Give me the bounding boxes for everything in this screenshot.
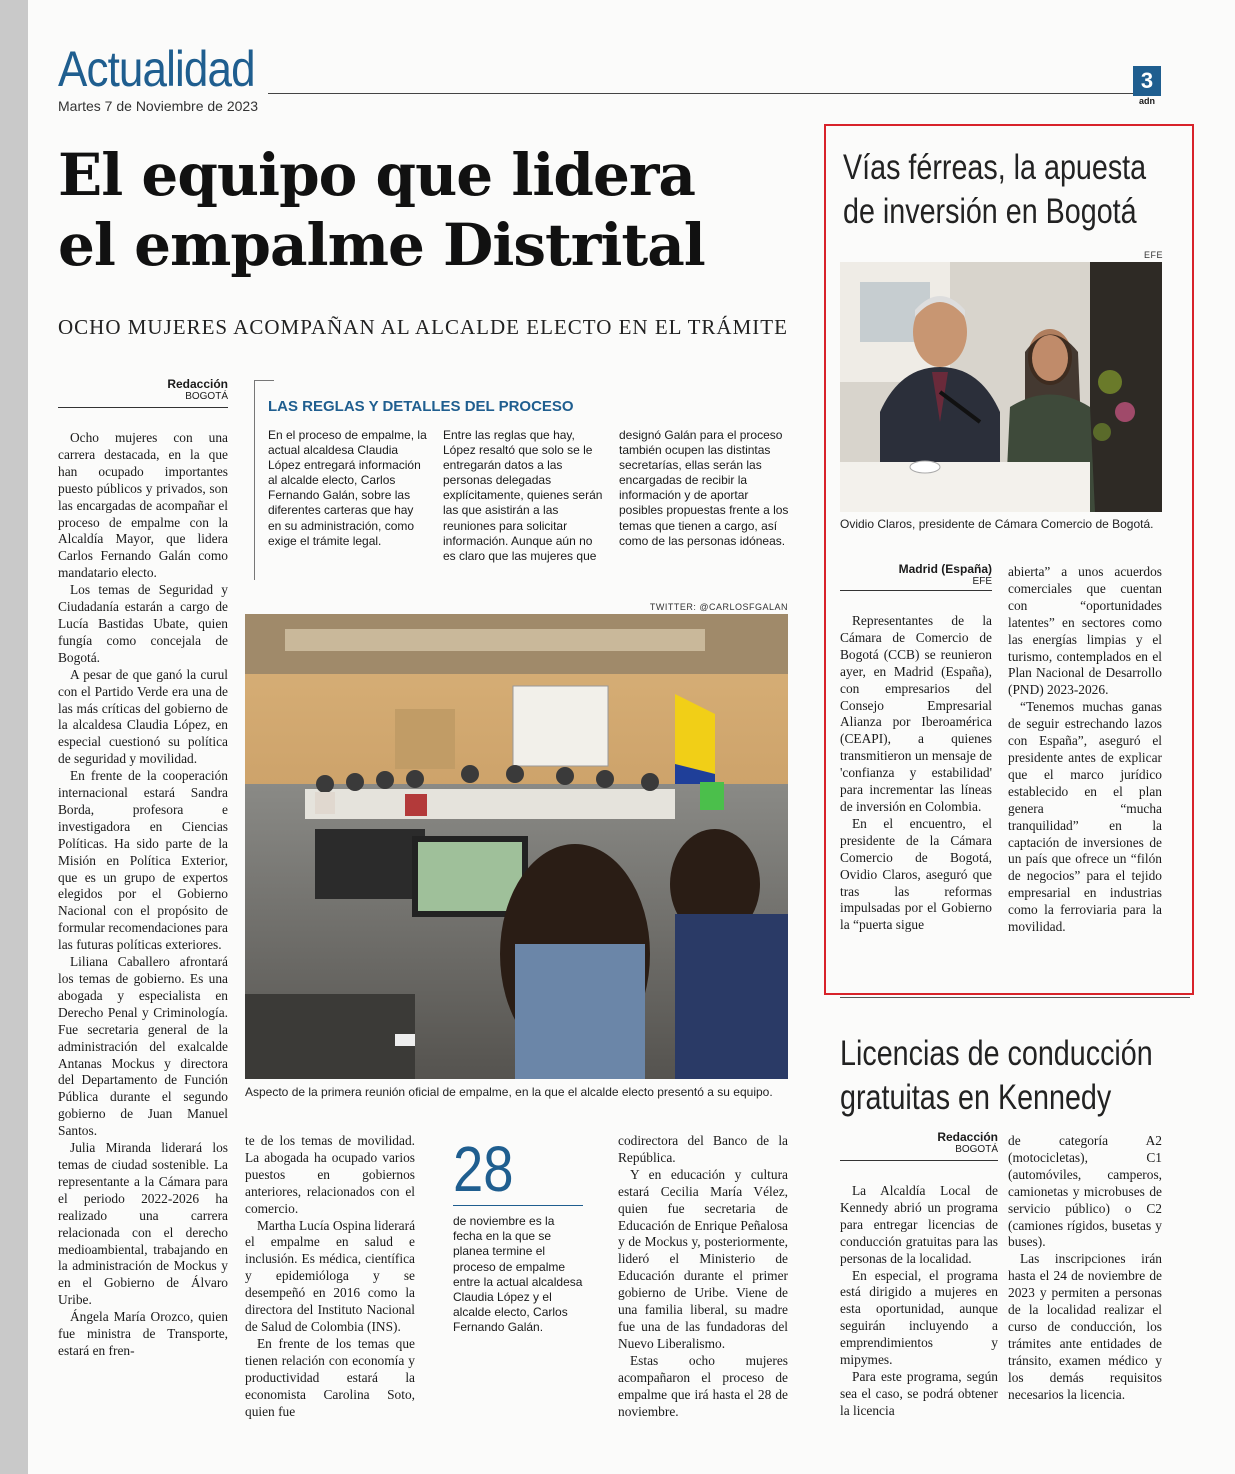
main-subhead: OCHO MUJERES ACOMPAÑAN AL ALCALDE ELECTO EN EL TRÁMITE	[58, 315, 788, 339]
headline-line-2: el empalme Distrital	[58, 211, 705, 279]
paragraph: codirectora del Banco de la República.	[618, 1133, 788, 1165]
newspaper-page	[28, 0, 1235, 1474]
side-photo	[840, 262, 1162, 512]
paragraph: En especial, el programa está dirigido a mujeres en esta oportunidad, aunque seguirán incluyendo a emprendimientos y mipymes.	[840, 1267, 998, 1368]
title-line-2: gratuitas en Kennedy	[840, 1078, 1112, 1117]
byline-location: Madrid (España)	[898, 562, 992, 576]
header-rule	[268, 93, 1158, 94]
big-number-rule	[453, 1205, 583, 1206]
paragraph: Y en educación y cultura estará Cecilia María Vélez, quien fue secretaria de Educación de Enrique Peñalosa y de Mockus y, posteriormente, lideró el Ministerio de Educación durante el primer gobierno de Uribe. Viene de una familia liberal, su madre fue una de las fundadoras del Nuevo Liberalismo.	[618, 1166, 788, 1351]
main-column-1	[58, 430, 228, 1435]
paragraph: Ocho mujeres con una carrera destacada, en la que han ocupado importantes puesto públicos y privados, son las encargadas de acompañar el proceso de empalme con la Alcaldía Mayor, que lidera Carlos Fernando Galán como mandatario electo.	[58, 430, 228, 581]
side-article-rule	[840, 997, 1190, 998]
side-2-byline	[840, 1130, 998, 1155]
paragraph: Para este programa, según sea el caso, se podrá obtener la licencia	[840, 1368, 998, 1418]
byline-rule	[58, 407, 228, 408]
paragraph: Los temas de Seguridad y Ciudadanía estarán a cargo de Lucía Bastidas Ubate, quien fungía como concejala de Bogotá.	[58, 582, 228, 665]
rules-box-column-1: En el proceso de empalme, la actual alcaldesa Claudia López entregará información al alcalde electo, Carlos Fernando Galán, sobre las diferentes carteras que hay en su administración, como exige el trámite legal.	[268, 428, 427, 548]
main-byline	[58, 377, 228, 402]
main-column-2	[245, 1133, 415, 1435]
paragraph: Julia Miranda liderará los temas de ciudad sostenible. La representante a la Cámara para el periodo 2022-2026 ha realizado una carrera relacionada con el derecho medioambiental, trabajando en la administración de Mockus y en el Gobierno de Álvaro Uribe.	[58, 1140, 228, 1308]
main-photo-caption: Aspecto de la primera reunión oficial de empalme, en la que el alcalde electo presentó a su equipo.	[245, 1085, 773, 1099]
big-number: 28	[453, 1133, 514, 1205]
paragraph: A pesar de que ganó la curul con el Partido Verde era una de las más críticas del gobierno de la alcaldesa Claudia López, en especial cuestionó su política de seguridad y movilidad.	[58, 666, 228, 767]
paragraph: Representantes de la Cámara de Comercio de Bogotá (CCB) se reunieron ayer, en Madrid (España), con empresarios del Consejo Empresarial Alianza por Iberoamérica (CEAPI), a quienes transmitieron un mensaje de 'confianza y estabilidad' para incrementar las líneas de inversión en Colombia.	[840, 613, 992, 814]
side-photo-caption: Ovidio Claros, presidente de Cámara Comercio de Bogotá.	[840, 517, 1154, 531]
title-line-1: Licencias de conducción	[840, 1034, 1153, 1073]
paragraph: Las inscripciones irán hasta el 24 de noviembre de 2023 y permiten a personas de la localidad realizar el curso de conducción, los trámites ante entidades de tránsito, examen médico y los demás requisitos necesarios la licencia.	[1008, 1251, 1162, 1402]
title-line-2: de inversión en Bogotá	[843, 192, 1137, 231]
paragraph: En frente de la cooperación internacional estará Sandra Borda, profesora e investigadora en Ciencias Políticas. Ha sido parte de la Misión en Política Exterior, que es un grupo de expertos elegidos por el Gobierno Nacional con el propósito de formular recomendaciones para las futuras políticas exteriores.	[58, 768, 228, 953]
rules-box-column-2: Entre las reglas que hay, López resaltó que solo se le entregarán datos a las personas delegadas explícitamente, quienes serán las que asistirán a las reuniones para solicitar información. Aunque aún no es claro que las mujeres que	[443, 428, 603, 563]
paragraph: abierta” a unos acuerdos comerciales que cuentan con “oportunidades latentes” en sectores como las energías limpias y el turismo, contemplados en el Plan Nacional de Desarrollo (PND) 2023-2026.	[1008, 564, 1162, 698]
paragraph: Estas ocho mujeres acompañaron el proceso de empalme que irá hasta el 28 de noviembre.	[618, 1352, 788, 1419]
byline-agency: EFE	[972, 576, 992, 587]
paragraph: Ángela María Orozco, quien fue ministra de Transporte, estará en fren-	[58, 1309, 228, 1358]
side-1-byline	[840, 562, 992, 587]
rules-box-column-3: designó Galán para el proceso también ocupen las distintas secretarías, ellas serán las encargadas de recibir la información y de aportar posibles propuestas frente a los temas que tienen a cargo, así como de las personas idóneas.	[619, 428, 789, 548]
rules-box-title: LAS REGLAS Y DETALLES DEL PROCESO	[268, 398, 574, 415]
paragraph: de categoría A2 (motocicletas), C1 (automóviles, camperos, camionetas y microbuses de servicio público) o C2 (camiones rígidos, busetas y buses).	[1008, 1133, 1162, 1250]
page-number: 3	[1133, 66, 1161, 96]
side-1-column-2	[1008, 564, 1162, 965]
headline-line-1: El equipo que lidera	[58, 141, 696, 209]
byline-author: Redacción	[937, 1130, 998, 1144]
box-top-rule	[254, 380, 274, 381]
byline-rule	[840, 590, 992, 591]
title-line-1: Vías férreas, la apuesta	[843, 148, 1147, 187]
publication-date: Martes 7 de Noviembre de 2023	[58, 98, 258, 114]
portrait-photo-illustration	[840, 262, 1162, 512]
byline-city: BOGOTÁ	[185, 391, 228, 402]
side-2-column-1	[840, 1183, 998, 1435]
big-number-text: de noviembre es la fecha en la que se planea termine el proceso de empalme entre la actual alcaldesa Claudia López y el alcalde electo, Carlos Fernando Galán.	[453, 1214, 583, 1335]
brand-logo: adn	[1138, 96, 1155, 106]
paragraph: La Alcaldía Local de Kennedy abrió un programa para entregar licencias de conducción gratuitas para las personas de la localidad.	[840, 1183, 998, 1266]
main-photo	[245, 614, 788, 1079]
byline-author: Redacción	[167, 377, 228, 391]
paragraph: Liliana Caballero afrontará los temas de gobierno. Es una abogada y especialista en Derecho Penal y Criminología. Fue secretaria general de la administración del exalcalde Antanas Mockus y directora del Departamento de Función Pública durante el segundo gobierno de Juan Manuel Santos.	[58, 954, 228, 1139]
section-name: Actualidad	[58, 41, 255, 97]
side-article-2-title	[840, 1032, 1153, 1120]
main-photo-credit: TWITTER: @CARLOSFGALAN	[649, 602, 788, 612]
paragraph: “Tenemos muchas ganas de seguir estrechando lazos con España”, aseguró el presidente antes de explicar que el marco jurídico establecido en el plan genera “mucha tranquilidad” en la captación de inversiones de un país que ofrece un “filón de negocios” para el tejido empresarial en industrias como la ferroviaria para la movilidad.	[1008, 699, 1162, 935]
side-1-column-1	[840, 613, 992, 965]
paragraph: te de los temas de movilidad. La abogada ha ocupado varios puestos en gobiernos anteriores, relacionados con el comercio.	[245, 1133, 415, 1216]
box-side-rule	[254, 380, 255, 580]
meeting-photo-illustration	[245, 614, 788, 1079]
paragraph: En el encuentro, el presidente de la Cámara Comercio de Bogotá, Ovidio Claros, aseguró que tras las reformas impulsadas por el Gobierno la “puerta sigue	[840, 815, 992, 933]
paragraph: En frente de los temas que tienen relación con economía y productividad estará la economista Carolina Soto, quien fue	[245, 1335, 415, 1419]
main-headline	[58, 140, 818, 280]
side-2-column-2	[1008, 1133, 1162, 1435]
byline-city: BOGOTÁ	[955, 1144, 998, 1155]
main-column-4	[618, 1133, 788, 1435]
paragraph: Martha Lucía Ospina liderará el empalme en salud e inclusión. Es médica, científica y epidemióloga y se desempeñó en 2016 como la directora del Instituto Nacional de Salud de Colombia (INS).	[245, 1217, 415, 1334]
side-photo-credit: EFE	[1143, 250, 1163, 260]
side-article-1-title	[843, 146, 1146, 234]
byline-rule	[840, 1160, 998, 1161]
